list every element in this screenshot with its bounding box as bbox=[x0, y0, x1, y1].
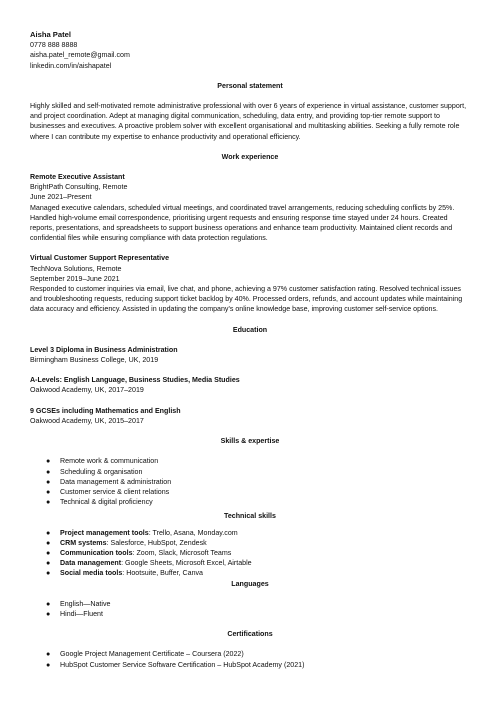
candidate-name: Aisha Patel bbox=[30, 30, 71, 39]
bullet-icon: ● bbox=[46, 599, 51, 608]
skill-category: Communication tools bbox=[60, 548, 133, 557]
skill-text: Remote work & communication bbox=[60, 457, 159, 466]
bullet-icon: ● bbox=[46, 477, 51, 486]
personal-statement-heading: Personal statement bbox=[217, 81, 283, 90]
job-description: Managed executive calendars, scheduled virtual meetings, and coordinated travel arrangements, reducing scheduling conflicts by 25%. Handled high-volume email correspondence, prioritising urgent requests and ensuring response time stayed under 24 hours. Created reports, presentations, and spreadsheets to support business operations and enhance team productivity. Maintained client records and confidential files while ensuring compliance with data protection regulations. bbox=[30, 203, 455, 243]
list-item bbox=[46, 609, 470, 619]
list-item bbox=[46, 599, 470, 609]
bullet-icon: ● bbox=[46, 457, 51, 466]
list-item bbox=[46, 528, 470, 538]
list-item bbox=[46, 487, 470, 497]
skill-text: Data management & administration bbox=[60, 477, 172, 486]
languages-heading: Languages bbox=[231, 579, 269, 588]
education-entry bbox=[30, 406, 470, 426]
education-entry bbox=[30, 345, 470, 365]
institution: Oakwood Academy, UK, 2015–2017 bbox=[30, 416, 144, 425]
technical-skills-list bbox=[30, 528, 470, 579]
technical-skills-heading: Technical skills bbox=[224, 512, 276, 521]
phone-number: 0778 888 8888 bbox=[30, 41, 78, 50]
bullet-icon: ● bbox=[46, 528, 51, 537]
bullet-icon: ● bbox=[46, 538, 51, 547]
certifications-list bbox=[30, 649, 470, 669]
skill-category: Project management tools bbox=[60, 528, 149, 537]
job-entry bbox=[30, 172, 470, 243]
skills-heading: Skills & expertise bbox=[220, 437, 280, 446]
skill-text: Scheduling & organisation bbox=[60, 467, 143, 476]
skill-text: Technical & digital proficiency bbox=[60, 498, 153, 507]
list-item bbox=[46, 497, 470, 507]
contact-header bbox=[30, 30, 470, 71]
work-experience-heading: Work experience bbox=[221, 152, 279, 161]
list-item bbox=[46, 568, 470, 578]
skill-category: Social media tools bbox=[60, 569, 123, 578]
job-dates: June 2021–Present bbox=[30, 193, 92, 202]
bullet-icon: ● bbox=[46, 487, 51, 496]
bullet-icon: ● bbox=[46, 609, 51, 618]
institution: Birmingham Business College, UK, 2019 bbox=[30, 356, 159, 365]
skill-tools: : Zoom, Slack, Microsoft Teams bbox=[132, 548, 232, 557]
bullet-icon: ● bbox=[46, 660, 51, 669]
email-address: aisha.patel_remote@gmail.com bbox=[30, 51, 130, 60]
education-heading: Education bbox=[232, 325, 268, 334]
linkedin-url: linkedin.com/in/aishapatel bbox=[30, 61, 112, 70]
personal-statement-text: Highly skilled and self-motivated remote administrative professional with over 6 years of experience in virtual assistance, customer support, and project coordination. Adept at managing digital communication, scheduling, data entry, and providing top-tier remote support to businesses and executives. A proactive problem solver with excellent organisational and multitasking abilities. Seeking a fully remote role where I can contribute my expertise to enhance productivity and operational efficiency. bbox=[30, 102, 467, 141]
list-item bbox=[46, 467, 470, 477]
job-title: Remote Executive Assistant bbox=[30, 173, 125, 182]
skills-list bbox=[30, 456, 470, 507]
qualification: Level 3 Diploma in Business Administration bbox=[30, 345, 178, 354]
language-text: English—Native bbox=[60, 599, 111, 608]
list-item bbox=[46, 649, 470, 659]
languages-list bbox=[30, 599, 470, 619]
qualification: 9 GCSEs including Mathematics and English bbox=[30, 406, 181, 415]
list-item bbox=[46, 538, 470, 548]
language-text: Hindi—Fluent bbox=[60, 609, 103, 618]
list-item bbox=[46, 477, 470, 487]
job-dates: September 2019–June 2021 bbox=[30, 274, 120, 283]
certification-text: Google Project Management Certificate – Coursera (2022) bbox=[60, 650, 244, 659]
bullet-icon: ● bbox=[46, 650, 51, 659]
bullet-icon: ● bbox=[46, 498, 51, 507]
bullet-icon: ● bbox=[46, 467, 51, 476]
job-description: Responded to customer inquiries via email, live chat, and phone, achieving a 97% customer satisfaction rating. Resolved technical issues and troubleshooting requests, reducing support ticket backlog by 40%. Processed orders, refunds, and account updates while maintaining data accuracy and efficiency. Assisted in updating the company's online knowledge base, improving customer self-service options. bbox=[30, 285, 463, 314]
list-item bbox=[46, 548, 470, 558]
institution: Oakwood Academy, UK, 2017–2019 bbox=[30, 386, 144, 395]
skill-tools: : Salesforce, HubSpot, Zendesk bbox=[106, 538, 207, 547]
job-entry bbox=[30, 253, 470, 314]
job-title: Virtual Customer Support Representative bbox=[30, 254, 170, 263]
qualification: A-Levels: English Language, Business Studies, Media Studies bbox=[30, 376, 240, 385]
bullet-icon: ● bbox=[46, 548, 51, 557]
certification-text: HubSpot Customer Service Software Certification – HubSpot Academy (2021) bbox=[60, 660, 305, 669]
skill-text: Customer service & client relations bbox=[60, 487, 170, 496]
list-item bbox=[46, 558, 470, 568]
job-company: BrightPath Consulting, Remote bbox=[30, 183, 128, 192]
skill-tools: : Hootsuite, Buffer, Canva bbox=[122, 569, 204, 578]
list-item bbox=[46, 456, 470, 466]
skill-category: Data management bbox=[60, 559, 122, 568]
bullet-icon: ● bbox=[46, 569, 51, 578]
list-item bbox=[46, 660, 470, 670]
education-entry bbox=[30, 375, 470, 395]
skill-tools: : Trello, Asana, Monday.com bbox=[148, 528, 238, 537]
certifications-heading: Certifications bbox=[227, 630, 273, 639]
bullet-icon: ● bbox=[46, 559, 51, 568]
skill-tools: : Google Sheets, Microsoft Excel, Airtable bbox=[121, 559, 252, 568]
skill-category: CRM systems bbox=[60, 538, 107, 547]
job-company: TechNova Solutions, Remote bbox=[30, 264, 122, 273]
